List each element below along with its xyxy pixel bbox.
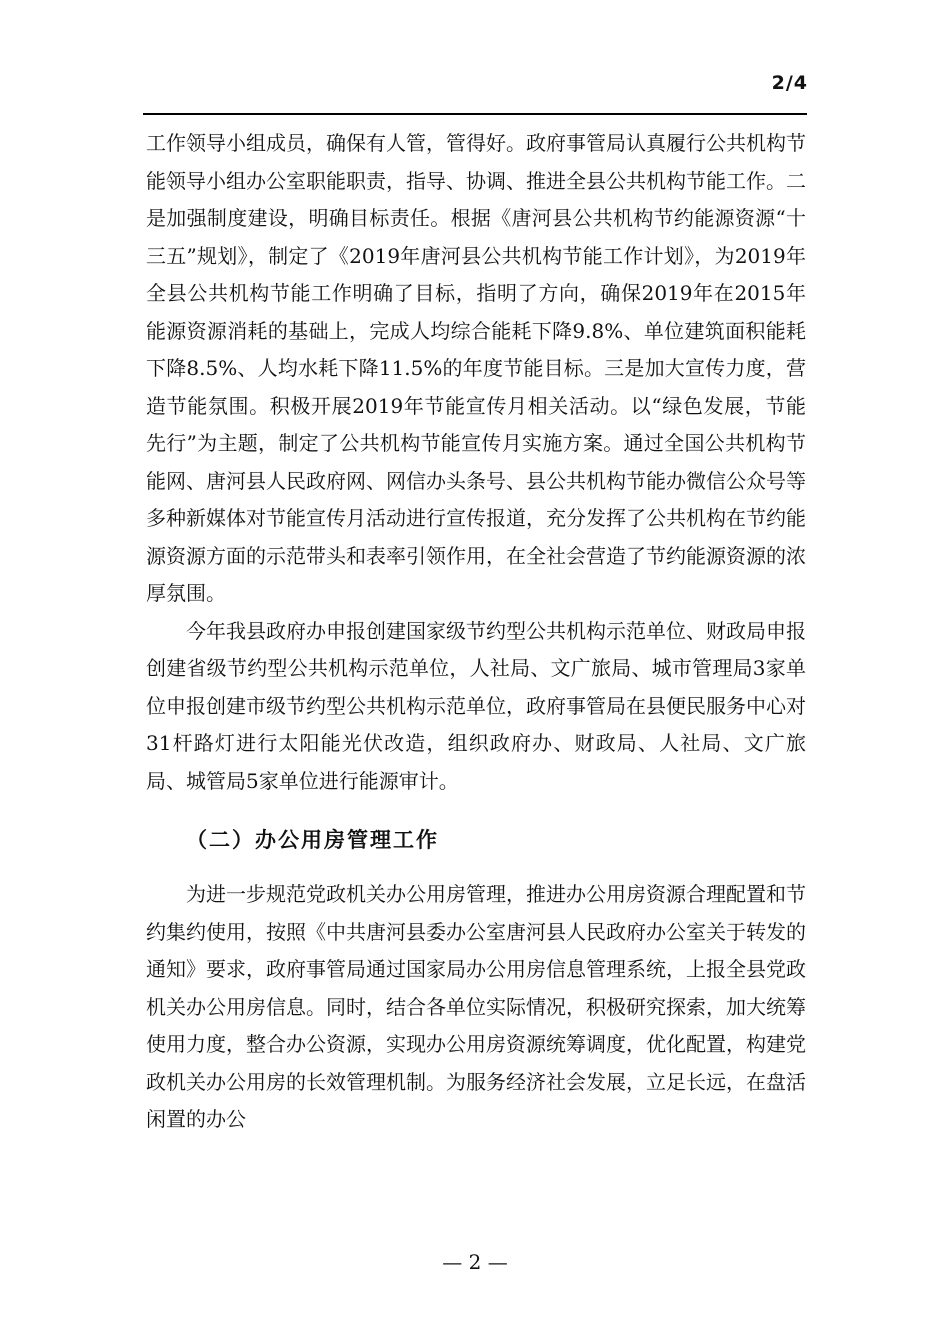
document-body: [146, 125, 806, 1139]
section-heading: （二）办公用房管理工作: [186, 828, 439, 852]
paragraph-demonstration-units: 今年我县政府办申报创建国家级节约型公共机构示范单位、财政局申报创建省级节约型公共机构示范单位，人社局、文广旅局、城市管理局3家单位申报创建市级节约型公共机构示范单位，政府事管局在县便民服务中心对31杆路灯进行太阳能光伏改造，组织政府办、财政局、人社局、文广旅局、城管局5家单位进行能源审计。: [146, 618, 806, 793]
paragraph-office-management: 为进一步规范党政机关办公用房管理，推进办公用房资源合理配置和节约集约使用，按照《中共唐河县委办公室唐河县人民政府办公室关于转发的通知》要求，政府事管局通过国家局办公用房信息管理系统，上报全县党政机关办公用房信息。同时，结合各单位实际情况，积极研究探索，加大统筹使用力度，整合办公资源，实现办公用房资源统筹调度，优化配置，构建党政机关办公用房的长效管理机制。为服务经济社会发展，立足长远，在盘活闲置的办公: [146, 882, 806, 1131]
header-divider: [143, 113, 807, 115]
paragraph-continued: 工作领导小组成员，确保有人管，管得好。政府事管局认真履行公共机构节能领导小组办公室职能职责，指导、协调、推进全县公共机构节能工作。二是加强制度建设，明确目标责任。根据《唐河县公共机构节约能源资源“十三五”规划》，制定了《2019年唐河县公共机构节能工作计划》，为2019年全县公共机构节能工作明确了目标，指明了方向，确保2019年在2015年能源资源消耗的基础上，完成人均综合能耗下降9.8%、单位建筑面积能耗下降8.5%、人均水耗下降11.5%的年度节能目标。三是加大宣传力度，营造节能氛围。积极开展2019年节能宣传月相关活动。以“绿色发展，节能先行”为主题，制定了公共机构节能宣传月实施方案。通过全国公共机构节能网、唐河县人民政府网、网信办头条号、县公共机构节能办微信公众号等多种新媒体对节能宣传月活动进行宣传报道，充分发挥了公共机构在节约能源资源方面的示范带头和表率引领作用，在全社会营造了节约能源资源的浓厚氛围。: [146, 131, 806, 605]
page-indicator: 2/4: [771, 72, 808, 94]
page-number-footer: — 2 —: [442, 1250, 508, 1274]
